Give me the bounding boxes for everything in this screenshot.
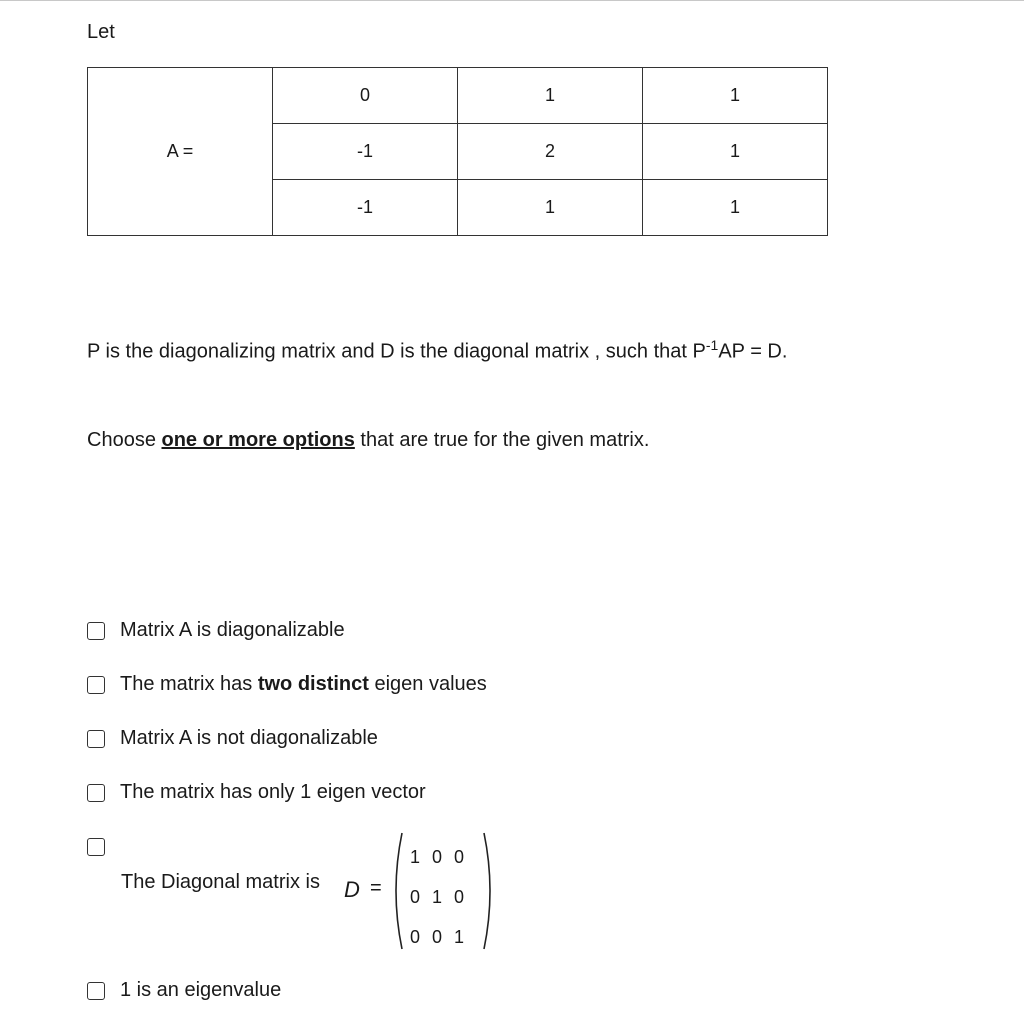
matrix-cell: -1 [273,124,458,180]
option-label: 1 is an eigenvalue [120,979,282,1001]
matrix-value: 0 [409,926,420,947]
problem-statement [87,337,787,364]
option-label: Matrix A is not diagonalizable [120,727,378,749]
matrix-cell: 0 [273,68,458,124]
option-not-diagonalizable[interactable] [87,727,378,750]
matrix-label: A = [88,68,273,236]
matrix-value: 0 [431,846,442,867]
intro-text: Let [87,21,115,43]
option-label: The matrix has only 1 eigen vector [120,781,426,803]
checkbox[interactable] [87,622,105,640]
matrix-value: 0 [431,926,442,947]
matrix-cell: 1 [643,68,828,124]
statement-text: P is the diagonalizing matrix and D is the diagonal matrix , such that P [87,340,706,363]
option-diagonalizable[interactable] [87,619,345,642]
option-label-part: The matrix has [120,673,258,695]
checkbox[interactable] [87,838,105,856]
checkbox[interactable] [87,676,105,694]
matrix-value: 1 [409,846,420,867]
matrix-cell: -1 [273,180,458,236]
statement-text-end: AP = D. [718,340,788,363]
instructions-emphasis: one or more options [161,429,355,451]
matrix-cell: 1 [643,124,828,180]
matrix-cell: 1 [458,68,643,124]
instructions-text: Choose [87,429,162,451]
equals-sign: = [370,877,382,899]
matrix-a-table [87,67,828,236]
option-label: Matrix A is diagonalizable [120,619,345,641]
option-label [120,673,487,696]
matrix-value: 0 [453,846,464,867]
matrix-cell: 2 [458,124,643,180]
option-one-eigenvector[interactable] [87,781,426,804]
inverse-superscript: -1 [705,337,719,353]
diagonal-matrix-image [344,829,504,953]
matrix-row [404,917,494,957]
option-eigenvalue-one[interactable] [87,979,281,1002]
checkbox[interactable] [87,982,105,1000]
option-label-part: eigen values [368,673,487,695]
diagonal-matrix-symbol: D [344,877,360,902]
checkbox[interactable] [87,730,105,748]
matrix-row [404,837,494,877]
matrix-cell: 1 [458,180,643,236]
option-two-distinct-eigenvalues[interactable] [87,673,487,696]
table-row [88,68,828,124]
option-label: The Diagonal matrix is [121,871,320,893]
matrix-value: 0 [409,886,420,907]
matrix-cell: 1 [643,180,828,236]
diagonal-matrix-grid [404,837,494,957]
option-label-bold: two distinct [257,673,369,695]
checkbox[interactable] [87,784,105,802]
instructions [87,429,649,452]
matrix-row [404,877,494,917]
instructions-text-end: that are true for the given matrix. [354,429,650,451]
matrix-value: 1 [453,926,464,947]
matrix-value: 1 [431,886,442,907]
matrix-value: 0 [453,886,464,907]
